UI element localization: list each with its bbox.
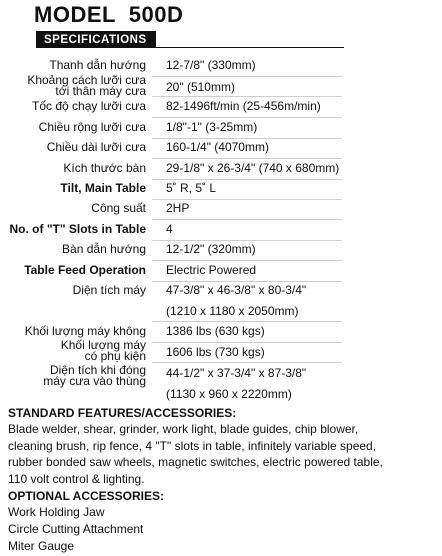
- optional-accessory-item: Work Holding Jaw: [8, 505, 105, 519]
- spec-label: Thanh dẫn hướng: [49, 58, 146, 72]
- spec-label: Công suất: [91, 201, 146, 215]
- spec-value: 5˚ R, 5˚ L: [166, 181, 217, 195]
- spec-value: 44-1/2" x 37-3/4" x 87-3/8": [166, 366, 307, 380]
- spec-value: 2HP: [166, 201, 190, 215]
- row-divider: [152, 158, 342, 159]
- standard-features-title: STANDARD FEATURES/ACCESSORIES:: [8, 406, 237, 420]
- spec-label: Tilt, Main Table: [60, 181, 146, 195]
- spec-value: 12-7/8" (330mm): [166, 58, 256, 72]
- optional-accessories-section: [8, 489, 436, 555]
- spec-value: 47-3/8" x 46-3/8" x 80-3/4": [166, 283, 307, 297]
- spec-value-line-2: (1130 x 960 x 2220mm): [166, 387, 292, 401]
- spec-label: Khối lượng máy không: [24, 324, 146, 338]
- spec-label: Bàn dẫn hướng: [62, 242, 146, 256]
- row-divider: [152, 179, 342, 180]
- standard-features-line: Blade welder, shear, grinder, work light, blade guides, chip blower,: [8, 422, 359, 436]
- spec-label: Chiều rộng lưỡi cưa: [38, 120, 146, 134]
- standard-features-section: [8, 406, 436, 487]
- spec-value: 20" (510mm): [166, 80, 235, 94]
- standard-features-line: cleaning brush, rip fence, 4 "T" slots in table, infinitely variable speed,: [8, 438, 377, 453]
- row-divider: [152, 76, 342, 77]
- optional-accessories-title: OPTIONAL ACCESSORIES:: [8, 489, 165, 503]
- row-divider: [152, 219, 342, 220]
- row-divider: [152, 138, 342, 139]
- row-divider: [152, 362, 342, 363]
- row-divider: [152, 96, 342, 97]
- spec-label: Table Feed Operation: [24, 263, 146, 277]
- row-divider: [152, 240, 342, 241]
- spec-label-line-1: Khoảng cách lưỡi cưa: [27, 73, 146, 87]
- spec-label-line-1: Khối lượng máy: [60, 338, 146, 352]
- optional-accessory-item: Circle Cutting Attachment: [8, 522, 144, 536]
- spec-label-line-2: có phụ kiện: [84, 349, 146, 363]
- spec-label-line-2: tới thân máy cưa: [55, 84, 146, 98]
- standard-features-line: rubber bonded saw wheels, magnetic switches, electric powered table,: [8, 455, 383, 469]
- spec-value: 1606 lbs (730 kgs): [166, 345, 265, 359]
- row-divider: [152, 199, 342, 200]
- spec-label: Kích thước bàn: [63, 161, 146, 175]
- specifications-header-label: SPECIFICATIONS: [44, 33, 147, 46]
- spec-label-line-2: máy cưa vào thùng: [43, 374, 146, 388]
- spec-value: 12-1/2" (320mm): [166, 242, 256, 256]
- spec-value: 29-1/8" x 26-3/4" (740 x 680mm): [166, 161, 340, 175]
- spec-label: Tốc độ chạy lưỡi cưa: [32, 99, 146, 113]
- spec-value: 4: [166, 222, 173, 236]
- spec-value: 160-1/4" (4070mm): [166, 140, 269, 154]
- model-title: MODEL 500D: [34, 2, 184, 27]
- spec-label: Diện tích máy: [72, 283, 146, 297]
- row-divider: [152, 117, 342, 118]
- standard-features-line: 110 volt control & lighting.: [8, 471, 145, 486]
- spec-value-line-2: (1210 x 1180 x 2050mm): [166, 304, 299, 318]
- row-divider: [152, 342, 342, 343]
- spec-value: Electric Powered: [166, 263, 257, 277]
- spec-value: 1386 lbs (630 kgs): [166, 324, 265, 338]
- spec-label: Chiều dài lưỡi cưa: [46, 140, 146, 154]
- optional-accessory-item: Miter Gauge: [8, 539, 75, 553]
- specifications-header: [36, 31, 156, 48]
- spec-value: 82-1496ft/min (25-456m/min): [166, 99, 321, 113]
- row-divider: [152, 321, 342, 322]
- spec-label-line-1: Diện tích khi đóng: [49, 363, 146, 377]
- row-divider: [152, 281, 342, 282]
- spec-value: 1/8"-1" (3-25mm): [166, 120, 258, 134]
- spec-label: No. of "T" Slots in Table: [9, 222, 146, 236]
- row-divider: [152, 260, 342, 261]
- specifications-rule: [36, 47, 344, 48]
